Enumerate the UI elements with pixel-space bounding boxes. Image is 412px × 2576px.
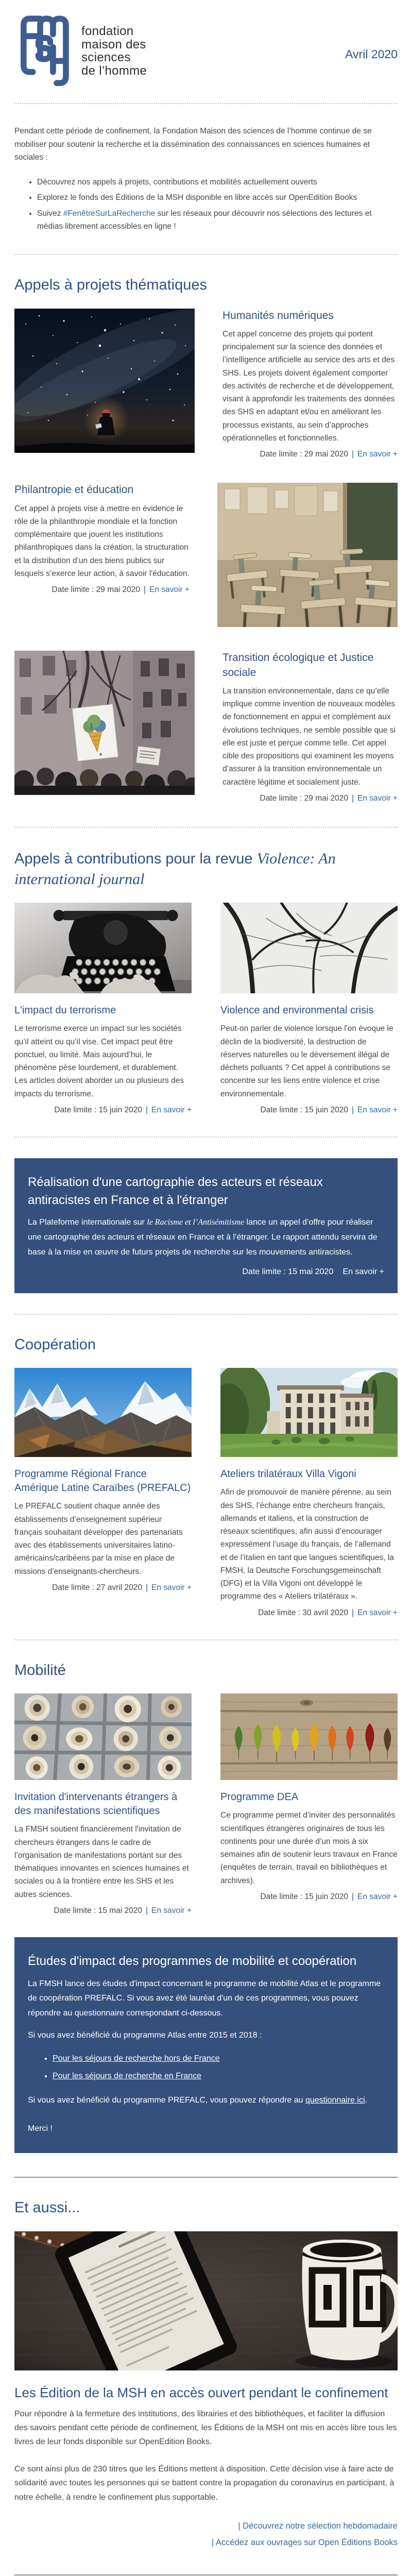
card-meta [14, 585, 190, 595]
en-savoir-plus-link[interactable]: En savoir + [151, 1906, 192, 1915]
en-savoir-plus-link[interactable]: En savoir + [342, 1267, 384, 1276]
intro-paragraph: Pendant cette période de confinement, la Fondation Maison des sciences de l’homme continue de se mobiliser pour soutenir la recherche et la dissémination des connaissances en sciences humaines et sociales : [14, 127, 372, 162]
en-savoir-plus-link[interactable]: En savoir + [357, 1892, 398, 1901]
dotted-divider [14, 254, 398, 255]
card-title[interactable]: Philantropie et éducation [14, 484, 134, 496]
separator: | [145, 1583, 148, 1592]
card-title[interactable]: Transition écologique et Justice sociale [222, 652, 374, 679]
leaves-gradient-photo[interactable] [220, 1693, 398, 1780]
deadline: Date limite : 29 mai 2020 [52, 585, 140, 595]
card-prefalc [14, 1368, 192, 1617]
card-title[interactable]: Humanités numériques [222, 309, 334, 321]
separator: | [337, 1267, 339, 1276]
dotted-divider [14, 827, 398, 828]
separator: | [145, 1105, 148, 1114]
box-thanks: Merci ! [28, 2124, 53, 2133]
deadline: Date limite : 29 mai 2020 [260, 450, 348, 459]
section-title-et-aussi: Et aussi... [14, 2199, 80, 2216]
card-transition-ecologique [14, 651, 398, 803]
antiracism-callout-box [14, 1158, 398, 1293]
en-savoir-plus-link[interactable]: En savoir + [357, 1105, 398, 1114]
card-body: Peut-on parler de violence lorsque l'on évoque le déclin de la biodiversité, la destruction de réserves naturelles ou le déversement illégal de déchets polluants ? Cet appel à contributions se concentre sur les liens entre violence et crise environnementale. [220, 1024, 393, 1098]
card-body: Cet appel à projets vise à mettre en évidence le rôle de la philanthropie mondiale et la fonction complémentaire que jouent les institutions philanthropiques dans la création, la structuration et la distribution d’un des biens publics sur lesquels s’exerce leur action, à savoir l'éducation. [14, 504, 190, 578]
classroom-photo[interactable] [217, 483, 398, 627]
questionnaire-hors-france-link[interactable]: Pour les séjours de recherche hors de France [53, 2054, 220, 2063]
card-meta [14, 1583, 192, 1592]
box-paragraph-2: Si vous avez bénéficié du programme Atlas entre 2015 et 2018 : [28, 2031, 262, 2040]
platform-name-italic: le Racisme et l’Antisémitisme [147, 1218, 245, 1227]
questionnaire-prefalc-link[interactable]: questionnaire ici [305, 2096, 365, 2105]
article-paragraph-1: Pour répondre à la fermeture des institutions, des librairies et des bibliothèques, et faciliter la diffusion des savoirs pendant cette période de confinement, les Éditions de la MSH ont mis en accès libre tous les livres de leur fonds disponible sur OpenEdition Books. [14, 2409, 397, 2446]
mobility-columns [14, 1693, 398, 1916]
deadline: Date limite : 15 juin 2020 [54, 1105, 142, 1114]
card-meta [220, 1892, 398, 1902]
deadline: Date limite : 27 avril 2020 [52, 1583, 142, 1592]
violence-columns [14, 903, 398, 1115]
card-meta [14, 1906, 192, 1916]
et-aussi-section [14, 2198, 398, 2551]
intro-bullet-3: • Suivez #FenêtreSurLaRecherche sur les réseaux pour découvrir nos sélections des lectures et médias librement accessibles en ligne ! [37, 207, 398, 233]
issue-date: Avril 2020 [345, 47, 398, 61]
typewriter-photo[interactable] [14, 903, 192, 993]
header [14, 11, 398, 88]
card-meta [220, 1608, 398, 1618]
en-savoir-plus-link[interactable]: En savoir + [149, 585, 190, 595]
starry-sky-photo[interactable] [14, 309, 195, 453]
card-body: La transition environnementale, dans ce qu’elle implique comme invention de nouveaux modèles de fonctionnement en appui et complément aux évolutions techniques, ne semble possible que si elle est juste et perçue comme telle. Cet appel cible des propositions qui examinent les moyens d’assurer à la transition environnementale un caractère légitime et socialement juste. [222, 686, 396, 787]
separator: | [351, 450, 354, 459]
card-title[interactable]: Violence and environmental crisis [220, 1005, 374, 1016]
solid-divider [14, 2177, 398, 2178]
selection-hebdomadaire-link[interactable]: | Découvrez notre sélection hebdomadaire [238, 2521, 398, 2531]
separator: | [351, 1608, 354, 1617]
card-philantropie-education [14, 483, 398, 627]
climate-march-photo[interactable] [14, 651, 195, 795]
card-body: Afin de promouvoir de manière pérenne, au sein des SHS, l’échange entre chercheurs français, allemands et italiens, et la construction de réseaux scientifiques, afin aussi d’encourager expressément l’usage du français, de l’allemand et de l’italien en tant que langues scientifiques, la FMSH, la Deutsche Forschungsgemeinschaft (DFG) et la Villa Vigoni ont développé le programme des « Ateliers trilatéraux ». [220, 1488, 394, 1601]
fmsh-logo[interactable] [14, 11, 147, 88]
card-title[interactable]: Ateliers trilatéraux Villa Vigoni [220, 1468, 356, 1480]
separator: | [351, 1892, 354, 1901]
box-title: Études d'impact des programmes de mobilité et coopération [28, 1954, 357, 1968]
deadline: Date limite : 30 avril 2020 [258, 1608, 348, 1617]
article-paragraph-2: Ce sont ainsi plus de 230 titres que les Éditions mettent à disposition. Cette décision vise à faire acte de solidarité avec toutes les personnes qui se battent contre la propagation du coronavirus en participant, à notre échelle, à rendre le confinement plus supportable. [14, 2465, 394, 2502]
en-savoir-plus-link[interactable]: En savoir + [357, 1608, 398, 1617]
fmsh-monogram-icon [14, 11, 74, 88]
card-body: Le PREFALC soutient chaque année des établissements d’enseignement supérieur français souhaitant développer des partenariats avec des établissements universitaires latino-américains/caribéens par la mise en place de missions d’enseignants-chercheurs. [14, 1502, 183, 1576]
questionnaire-link-item [53, 2069, 384, 2083]
card-title[interactable]: Programme Régional France Amérique Latine Caraïbes (PREFALC) [14, 1468, 191, 1494]
intro-bullet-2: • Explorez le fonds des Éditions de la MSH disponible en libre accès sur OpenEdition Books [37, 191, 398, 205]
en-savoir-plus-link[interactable]: En savoir + [357, 793, 398, 803]
intro-bullet-1: • Découvrez nos appels à projets, contributions et mobilités actuellement ouverts [37, 176, 398, 189]
en-savoir-plus-link[interactable]: En savoir + [151, 1583, 192, 1592]
card-meta [220, 1106, 398, 1115]
article-title[interactable]: Les Édition de la MSH en accès ouvert pendant le confinement [14, 2384, 388, 2400]
card-humanites-numeriques [14, 309, 398, 460]
separator: | [351, 793, 354, 803]
villa-vigoni-photo[interactable] [220, 1368, 398, 1457]
hashtag-fenetre-link[interactable]: #FenêtreSurLaRecherche [63, 209, 156, 218]
ereader-mug-photo[interactable] [14, 2231, 398, 2370]
deadline: Date limite : 29 mai 2020 [260, 793, 348, 803]
card-impact-terrorisme [14, 903, 192, 1115]
journal-name-italic: Violence: An international journal [14, 850, 336, 888]
card-title[interactable]: Programme DEA [220, 1791, 299, 1803]
card-body: Le terrorisme exerce un impact sur les sociétés qu’il atteint ou qu’il vise. Cet impact peut être ponctuel, ou limité. Mais aujourd’hui, le phénomène pèse lourdement, et durablement. Les articles doivent aborder un ou plusieurs des impacts du terrorisme. [14, 1024, 184, 1098]
card-body: Ce programme permet d’inviter des personnalités scientifiques étrangères originaires de tous les continents pour une durée d’un mois à six semaines afin de soutenir leurs travaux en France (enquêtes de terrain, travail en bibliothèques et archives). [220, 1811, 398, 1885]
deadline: Date limite : 15 mai 2020 [54, 1906, 142, 1915]
intro-bullet-list [25, 176, 398, 233]
section-title-mobility: Mobilité [14, 1662, 66, 1679]
dotted-divider [14, 1137, 398, 1138]
bare-trees-photo[interactable] [220, 903, 398, 993]
questionnaire-en-france-link[interactable]: Pour les séjours de recherche en France [53, 2072, 202, 2081]
card-body: Cet appel concerne des projets qui portent principalement sur la science des données et l’intelligence artificielle au service des arts et des SHS. Les projets doivent également comporter des activités de recherche et de développement, visant à approfondir les traitements des données des SHS en adaptant et/ou en améliorant les processus existants, au sein d’approches opérationnelles et fonctionnelles. [222, 329, 395, 443]
mountains-photo[interactable] [14, 1368, 192, 1457]
dotted-divider [14, 103, 398, 104]
box-paragraph-3: Si vous avez bénéficié du programme PREFALC, vous pouvez répondre au questionnaire ici. [28, 2096, 368, 2105]
card-violence-environment [220, 903, 398, 1115]
paper-rolls-photo[interactable] [14, 1693, 192, 1780]
card-villa-vigoni [220, 1368, 398, 1617]
separator: | [143, 585, 146, 595]
card-invitation-intervenants [14, 1693, 192, 1916]
box-body: La Plateforme internationale sur le Racisme et l’Antisémitisme lance un appel d’offre pour réaliser une cartographie des acteurs et réseaux en France et à l’étranger. Le rapport attendu servira de base à la mise en œuvre de futurs projets de recherche sur les mouvements antiracistes. [28, 1218, 377, 1257]
card-meta [222, 794, 398, 803]
cooperation-columns [14, 1368, 398, 1617]
openedition-books-link[interactable]: | Accédez aux ouvrages sur Open Éditions Books [211, 2537, 398, 2547]
en-savoir-plus-link[interactable]: En savoir + [151, 1105, 192, 1114]
card-meta [222, 450, 398, 459]
card-programme-dea [220, 1693, 398, 1916]
card-meta [14, 1106, 192, 1115]
logo-wordmark: fondation maison des sciences de l’homme [81, 24, 147, 78]
deadline: Date limite : 15 mai 2020 [242, 1267, 334, 1276]
section-title-cooperation: Coopération [14, 1336, 96, 1353]
card-title[interactable]: Invitation d'intervenants étrangers à des manifestations scientifiques [14, 1791, 178, 1817]
article-links [14, 2518, 398, 2551]
box-paragraph-1: La FMSH lance des études d'impact concernant le programme de mobilité Atlas et le programme de coopération PREFALC. Si vous avez été lauréat d'un de ces programmes, vous pouvez répondre au questionnaire correspondant ci-dessous. [28, 1979, 381, 2018]
en-savoir-plus-link[interactable]: En savoir + [357, 450, 398, 459]
impact-studies-box [14, 1937, 398, 2153]
dotted-divider [14, 1639, 398, 1640]
separator: | [351, 1105, 354, 1114]
solid-divider [14, 2574, 398, 2575]
dotted-divider [14, 1314, 398, 1315]
questionnaire-link-item [53, 2052, 384, 2065]
section-title-violence: Appels à contributions pour la revue Violence: An international journal [14, 850, 336, 888]
card-title[interactable]: L'impact du terrorisme [14, 1005, 116, 1016]
deadline: Date limite : 15 juin 2020 [260, 1105, 348, 1114]
deadline: Date limite : 15 juin 2020 [260, 1892, 348, 1901]
box-title: Réalisation d'une cartographie des acteurs et réseaux antiracistes en France et à l'étranger [28, 1175, 323, 1207]
separator: | [145, 1906, 148, 1915]
box-meta [28, 1267, 384, 1277]
section-title-thematic: Appels à projets thématiques [14, 276, 207, 293]
card-body: La FMSH soutient financièrement l'invitation de chercheurs étrangers dans le cadre de l’organisation de manifestations portant sur des thématiques innovantes en sciences humaines et sociales ou à la frontière entre les SHS et les autres sciences. [14, 1825, 189, 1899]
questionnaire-links [43, 2052, 384, 2083]
